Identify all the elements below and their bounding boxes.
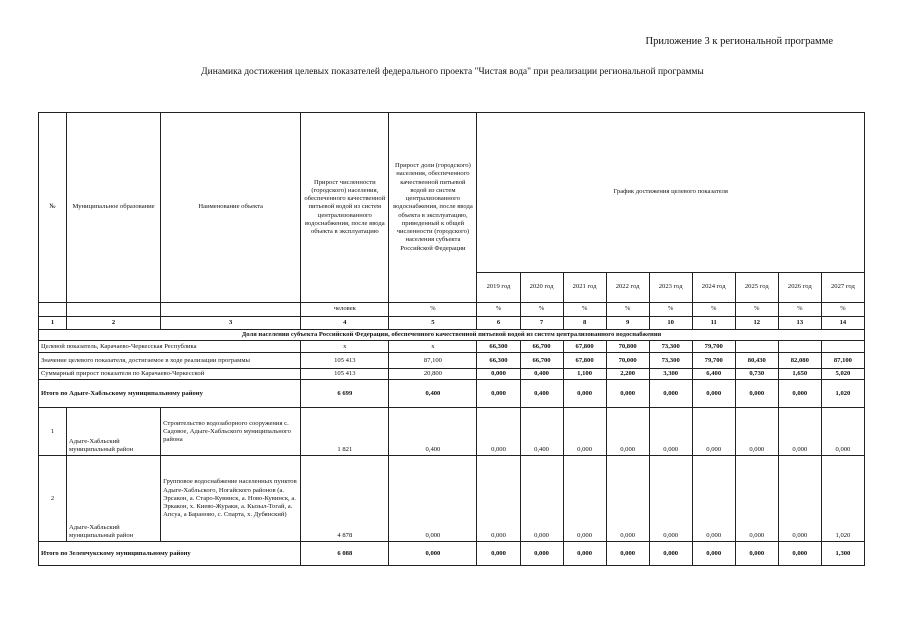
header-growth-count: Прирост численности (городского) населения, обеспеченного качественной питьевой водой из систем централизованного водоснабжения, после ввода объекта в эксплуатацию	[301, 113, 389, 303]
header-growth-share: Прирост доли (городского) населения, обеспеченного качественной питьевой водой из систем централизованного водоснабжения, после ввода объекта в эксплуатацию, приведенный к общей численности (городского) населения субъекта Российской Федерации	[389, 113, 477, 303]
row-value: 0,730	[735, 369, 778, 380]
row-label: Итого по Зеленчукскому муниципальному району	[39, 542, 301, 566]
row-number: 2	[39, 456, 67, 542]
total-row	[39, 542, 865, 566]
target-row	[39, 341, 865, 353]
row-municipality: Адыге-Хабльский муниципальный район	[67, 408, 161, 456]
unit-pct: %	[821, 303, 864, 317]
sum-row	[39, 369, 865, 380]
row-value: 80,430	[735, 353, 778, 369]
row-value: 0,000	[821, 408, 864, 456]
row-value: 66,700	[520, 353, 563, 369]
row-value: 0,000	[735, 408, 778, 456]
units-empty	[161, 303, 301, 317]
row-value: 3,300	[649, 369, 692, 380]
row-value	[821, 341, 864, 353]
row-number: 1	[39, 408, 67, 456]
row-value: 0,400	[520, 408, 563, 456]
row-value: 0,000	[606, 456, 649, 542]
unit-pct: %	[606, 303, 649, 317]
row-value: 0,000	[477, 456, 520, 542]
row-label: Целевой показатель, Карачаево-Черкесская Республика	[39, 341, 301, 353]
section-title: Доля населения субъекта Российской Федерации, обеспеченного качественной питьевой водой из систем централизованного водоснабжения	[39, 330, 865, 341]
row-value: 0,000	[735, 542, 778, 566]
row-c5: 0,000	[389, 542, 477, 566]
row-value: 87,100	[821, 353, 864, 369]
row-value: 6,400	[692, 369, 735, 380]
row-value: 73,300	[649, 341, 692, 353]
row-municipality: Адыге-Хабльский муниципальный район	[67, 456, 161, 542]
row-value: 0,000	[477, 542, 520, 566]
column-number: 1	[39, 317, 67, 330]
row-value: 0,000	[735, 380, 778, 408]
unit-count: человек	[301, 303, 389, 317]
column-number: 10	[649, 317, 692, 330]
achieved-row	[39, 353, 865, 369]
row-value: 67,800	[563, 341, 606, 353]
unit-pct: %	[778, 303, 821, 317]
object-row	[39, 408, 865, 456]
row-value: 1,020	[821, 380, 864, 408]
row-value: 0,000	[692, 456, 735, 542]
indicators-table	[38, 112, 865, 566]
row-value: 79,700	[692, 353, 735, 369]
column-number: 7	[520, 317, 563, 330]
column-number: 9	[606, 317, 649, 330]
year-header: 2025 год	[735, 273, 778, 303]
row-value: 0,000	[778, 456, 821, 542]
units-empty	[67, 303, 161, 317]
row-value: 0,000	[649, 542, 692, 566]
header-n: №	[39, 113, 67, 303]
year-header: 2027 год	[821, 273, 864, 303]
row-value: 0,000	[778, 408, 821, 456]
row-value: 1,650	[778, 369, 821, 380]
row-c4: 105 413	[301, 353, 389, 369]
column-number: 13	[778, 317, 821, 330]
row-value: 1,020	[821, 456, 864, 542]
row-value: 79,700	[692, 341, 735, 353]
row-c4: 6 699	[301, 380, 389, 408]
row-value: 0,000	[692, 542, 735, 566]
row-value: 1,100	[563, 369, 606, 380]
row-value: 66,700	[520, 341, 563, 353]
row-value: 2,200	[606, 369, 649, 380]
row-label: Суммарный прирост показателя по Карачаево-Черкесской	[39, 369, 301, 380]
row-value: 0,000	[606, 542, 649, 566]
row-value: 0,000	[649, 408, 692, 456]
row-c5: 0,400	[389, 408, 477, 456]
row-c5: х	[389, 341, 477, 353]
row-value: 0,000	[606, 380, 649, 408]
row-value	[735, 341, 778, 353]
row-value: 0,000	[520, 456, 563, 542]
row-value: 0,000	[563, 380, 606, 408]
row-c5: 87,100	[389, 353, 477, 369]
header-municipality: Муниципальное образование	[67, 113, 161, 303]
column-number: 14	[821, 317, 864, 330]
column-number: 2	[67, 317, 161, 330]
column-number: 5	[389, 317, 477, 330]
year-header: 2021 год	[563, 273, 606, 303]
unit-pct: %	[692, 303, 735, 317]
row-value: 0,400	[520, 380, 563, 408]
row-value: 0,000	[735, 456, 778, 542]
row-c4: 6 088	[301, 542, 389, 566]
column-number: 6	[477, 317, 520, 330]
unit-pct: %	[477, 303, 520, 317]
row-value: 0,000	[520, 542, 563, 566]
year-header: 2023 год	[649, 273, 692, 303]
row-value: 67,800	[563, 353, 606, 369]
row-value: 5,020	[821, 369, 864, 380]
row-value: 0,000	[477, 408, 520, 456]
row-value: 82,080	[778, 353, 821, 369]
header-schedule: График достижения целевого показателя	[477, 113, 865, 273]
column-number: 12	[735, 317, 778, 330]
row-c4: 1 821	[301, 408, 389, 456]
year-header: 2019 год	[477, 273, 520, 303]
row-value: 0,000	[477, 369, 520, 380]
row-label: Значение целевого показателя, достигаемое в ходе реализации программы	[39, 353, 301, 369]
row-value: 0,000	[477, 380, 520, 408]
unit-pct: %	[389, 303, 477, 317]
year-header: 2022 год	[606, 273, 649, 303]
page-title: Динамика достижения целевых показателей федерального проекта "Чистая вода" при реализации региональной программы	[201, 67, 704, 77]
row-value: 70,800	[606, 341, 649, 353]
header-object: Наименование объекта	[161, 113, 301, 303]
object-row	[39, 456, 865, 542]
row-value: 0,000	[563, 456, 606, 542]
year-header: 2020 год	[520, 273, 563, 303]
row-value: 66,300	[477, 353, 520, 369]
column-number: 3	[161, 317, 301, 330]
row-label: Итого по Адыге-Хабльскому муниципальному району	[39, 380, 301, 408]
year-header: 2024 год	[692, 273, 735, 303]
row-object: Групповое водоснабжение населенных пунктов Адыге-Хабльского, Ногайского районов (а. Эрсакон, а. Старо-Кувинск, а. Ново-Кувинск, а. Эркакон, х. Киево-Жураки, а. Кызыл-Тогай, а. Апсуа, а Бараново, с. Спарта, х. Дубянский)	[161, 456, 301, 542]
year-header: 2026 год	[778, 273, 821, 303]
column-number: 11	[692, 317, 735, 330]
row-c4: 105 413	[301, 369, 389, 380]
unit-pct: %	[520, 303, 563, 317]
row-value: 0,400	[520, 369, 563, 380]
row-value: 0,000	[563, 408, 606, 456]
row-value: 0,000	[692, 380, 735, 408]
row-value: 66,300	[477, 341, 520, 353]
row-value: 73,300	[649, 353, 692, 369]
unit-pct: %	[735, 303, 778, 317]
row-value: 0,000	[692, 408, 735, 456]
row-c5: 20,800	[389, 369, 477, 380]
row-value: 0,000	[563, 542, 606, 566]
unit-pct: %	[649, 303, 692, 317]
row-c5: 0,400	[389, 380, 477, 408]
row-value: 70,000	[606, 353, 649, 369]
column-number: 8	[563, 317, 606, 330]
row-value: 0,000	[606, 408, 649, 456]
row-c4: 4 878	[301, 456, 389, 542]
unit-pct: %	[563, 303, 606, 317]
row-value: 0,000	[778, 542, 821, 566]
units-empty	[39, 303, 67, 317]
column-number: 4	[301, 317, 389, 330]
row-value: 0,000	[649, 456, 692, 542]
total-row	[39, 380, 865, 408]
appendix-label: Приложение 3 к региональной программе	[645, 36, 833, 47]
row-value: 1,300	[821, 542, 864, 566]
row-value: 0,000	[649, 380, 692, 408]
row-object: Строительство водозаборного сооружения с. Садовое, Адыге-Хабльского муниципального района	[161, 408, 301, 456]
row-c5: 0,000	[389, 456, 477, 542]
row-value: 0,000	[778, 380, 821, 408]
row-value	[778, 341, 821, 353]
row-c4: х	[301, 341, 389, 353]
